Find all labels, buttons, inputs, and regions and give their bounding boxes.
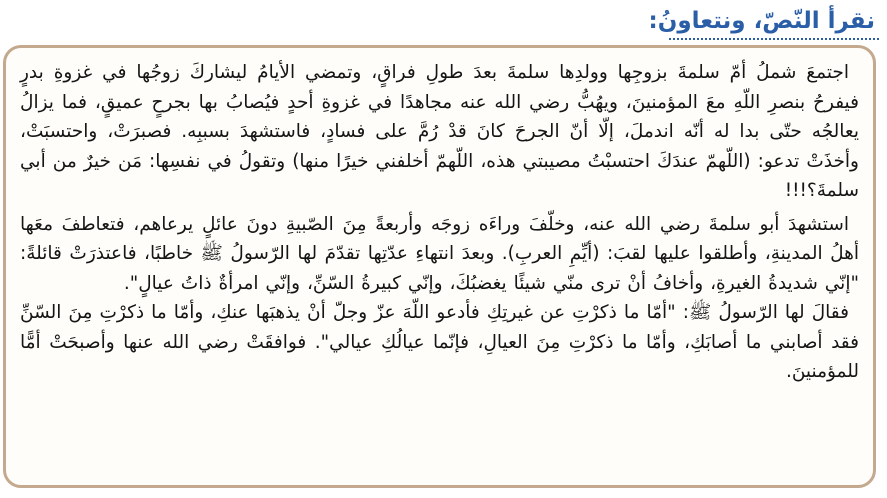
title-underline [669, 38, 879, 40]
paragraph-2: استشهدَ أبو سلمةَ رضي الله عنه، وخلّفَ وراءَه زوجَه وأربعةً مِنَ الصّبيةِ دونَ عائلٍ يرعاهم، فتعاطفَ معَها أهلُ المدينةِ، وأطلقوا عليها لقبَ: (أيِّمِ العربِ). وبعدَ انتهاءِ عدّتِها تقدّمَ لها الرّسولُ ﷺ خاطبًا، فاعتذرَتْ قائلةً: "إنّي شديدةُ الغيرةِ، وأخافُ أنْ ترى منّي شيئًا يغضبُكَ، وإنّي كبيرةُ السّنِّ، وإنّي امرأةٌ ذاتُ عيالٍ". [20, 213, 859, 294]
reading-passage-frame [3, 45, 876, 488]
section-title: نقرأ النّصّ، ونتعاونُ: [648, 8, 875, 34]
paragraph-3: فقالَ لها الرّسولُ ﷺ: "أمّا ما ذكرْتِ عن غيرتِكِ فأدعو اللّهَ عزّ وجلّ أنْ يذهبَها عنكِ، وأمّا ما ذكرْتِ مِنَ السّنِّ فقد أصابني ما أصابَكِ، وأمّا ما ذكرْتِ مِنَ العيالِ، فإنّما عيالُكِ عيالي". فوافقَتْ رضي الله عنها وأصبحَتْ أمًّا للمؤمنينَ. [20, 302, 859, 382]
paragraph-1: اجتمعَ شملُ أمّ سلمةَ بزوجِها وولدِها سلمةَ بعدَ طولِ فراقٍ، وتمضي الأيامُ ليشاركَ زوجُها في غزوةِ بدرٍ فيفرحُ بنصرِ اللّهِ معَ المؤمنينَ، ويهُبُّ رضي الله عنه مجاهدًا في غزوةِ أحدٍ فيُصابُ بها بجرحٍ عميقٍ، فما يزالُ يعالجُه حتّى بدا له أنّه اندملَ، إلّا أنّ الجرحَ كانَ قدْ رُمَّ على فسادٍ، فاستشهدَ بسببِه. فصبرَتْ، واحتسبَتْ، وأخذَتْ تدعو: (اللّهمّ عندَكَ احتسبْتُ مصيبتي هذه، اللّهمّ أخلفني خيرًا منها) وتقولُ في نفسِها: مَن خيرٌ من أبي سلمةَ؟!!! [20, 62, 859, 201]
